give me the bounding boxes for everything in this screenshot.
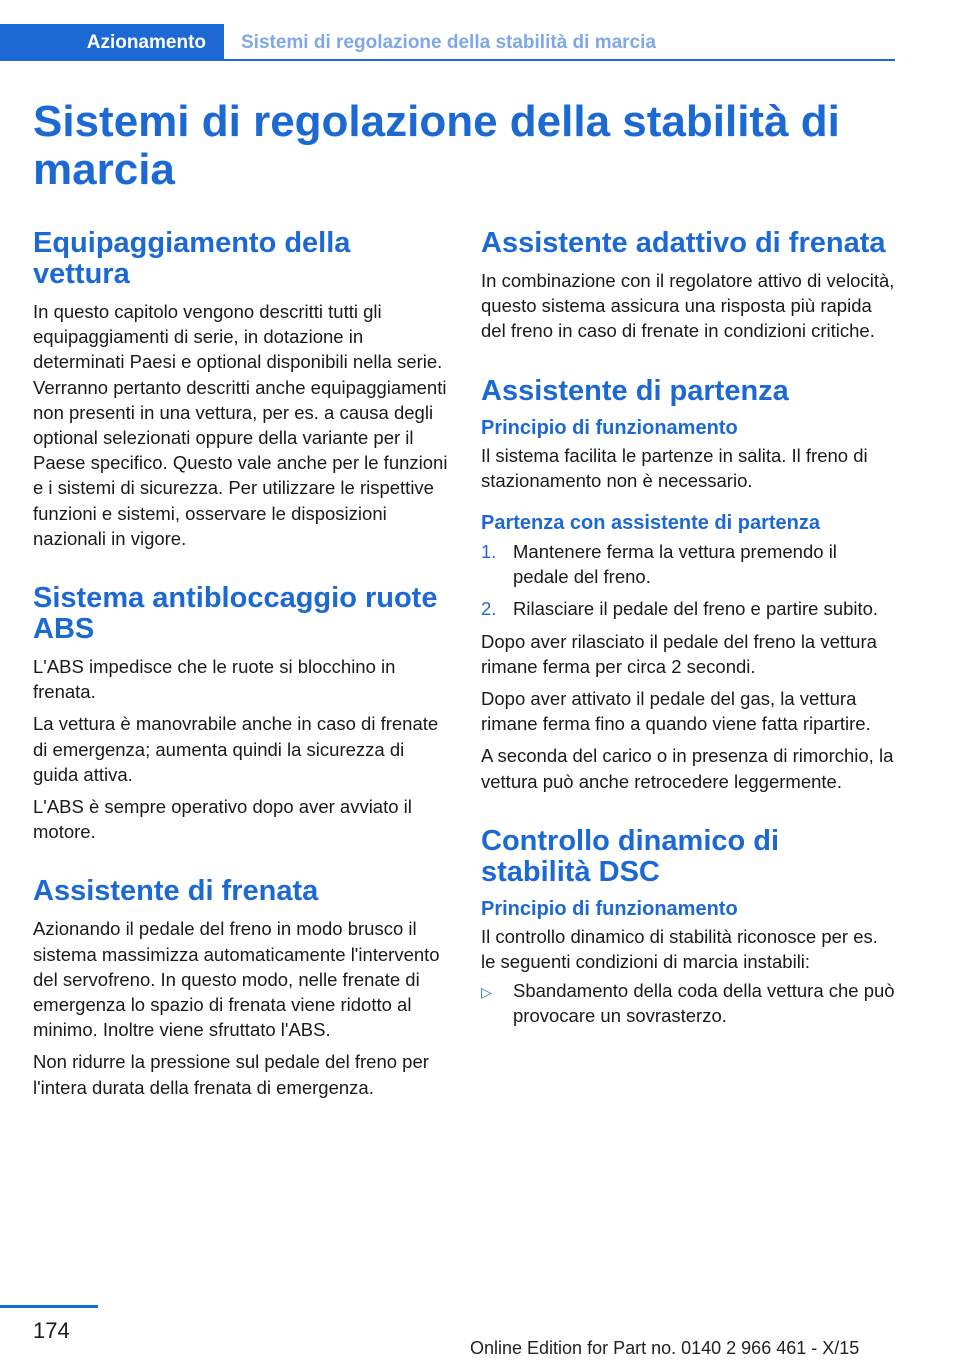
triangle-bullet-icon: ▷ bbox=[481, 984, 492, 1001]
brake-assist-paragraph-2: Non ridurre la pressione sul pedale del freno per l'intera durata della frenata di emergenza. bbox=[33, 1051, 429, 1098]
chapter-tab[interactable]: Azionamento bbox=[0, 24, 224, 61]
brake-assist-paragraph-1: Azionando il pedale del freno in modo brusco il sistema massimizza automaticamente l'intervento del servofreno. In questo modo, nelle frenate di emergenza lo spazio di frenata viene ridotto al minimo. Inoltre viene sfruttato l'ABS. bbox=[33, 918, 440, 1041]
breadcrumb[interactable]: Sistemi di regolazione della stabilità di marcia bbox=[241, 32, 656, 53]
footer-rule bbox=[0, 1305, 98, 1308]
page-number: 174 bbox=[33, 1318, 70, 1343]
step-text: Rilasciare il pedale del freno e partire subito. bbox=[513, 598, 879, 620]
page-title: Sistemi di regolazione della stabilità di marcia bbox=[33, 97, 840, 194]
abs-paragraph-1: L'ABS impedisce che le ruote si blocchino in frenata. bbox=[33, 656, 396, 703]
right-column bbox=[481, 228, 896, 1036]
section-heading-brake-assist: Assistente di frenata bbox=[33, 875, 319, 908]
hill-paragraph-2: Dopo aver attivato il pedale del gas, la vettura rimane ferma fino a quando viene fatta ripartire. bbox=[481, 688, 871, 735]
hill-paragraph-1: Dopo aver rilasciato il pedale del freno la vettura rimane ferma per circa 2 secondi. bbox=[481, 630, 877, 677]
subheading-hill-procedure: Partenza con assistente di partenza bbox=[481, 512, 821, 535]
section-heading-dsc: Controllo dinamico di stabilità DSC bbox=[481, 824, 780, 888]
page-header bbox=[0, 24, 895, 62]
hill-paragraph-3: A seconda del carico o in presenza di rimorchio, la vettura può anche retrocedere leggermente. bbox=[481, 745, 894, 792]
section-heading-hill-start: Assistente di partenza bbox=[481, 374, 789, 407]
section-heading-abs: Sistema antibloccaggio ruote ABS bbox=[33, 582, 438, 646]
step-number: 2. bbox=[481, 598, 497, 620]
dsc-text: Il controllo dinamico di stabilità riconosce per es. le seguenti condizioni di marcia instabili: bbox=[481, 925, 878, 973]
abs-paragraph-2: La vettura è manovrabile anche in caso di frenate di emergenza; aumenta quindi la sicurezza di guida attiva. bbox=[33, 713, 439, 785]
list-item bbox=[481, 978, 896, 1028]
bullet-text: Sbandamento della coda della vettura che può provocare un sovrasterzo. bbox=[513, 980, 895, 1027]
abs-paragraph-3: L'ABS è sempre operativo dopo aver avviato il motore. bbox=[33, 796, 412, 843]
left-column bbox=[33, 228, 448, 1100]
header-rule bbox=[224, 59, 895, 61]
edition-note: Online Edition for Part no. 0140 2 966 461 - X/15 bbox=[470, 1338, 860, 1358]
section-heading-adaptive-brake: Assistente adattivo di frenata bbox=[481, 227, 886, 259]
list-item bbox=[481, 596, 896, 621]
step-number: 1. bbox=[481, 541, 497, 563]
section-heading-equipment: Equipaggiamento della vettura bbox=[33, 227, 351, 290]
step-text: Mantenere ferma la vettura premendo il pedale del freno. bbox=[513, 541, 837, 588]
hill-principle-text: Il sistema facilita le partenze in salita. Il freno di stazionamento non è necessario. bbox=[481, 444, 868, 491]
list-item bbox=[481, 539, 896, 589]
subheading-dsc-principle: Principio di funzionamento bbox=[481, 897, 738, 920]
dsc-bullets-list bbox=[481, 978, 896, 1028]
equipment-text: In questo capitolo vengono descritti tutti gli equipaggiamenti di serie, in dotazione in determinati Paesi e optional disponibili nella serie. Verranno pertanto descritti anche equipaggiamenti non presenti in una vettura, per es. a causa degli optional selezionati oppure della variante per il Paese specifico. Questo vale anche per le funzioni e i sistemi di sicurezza. Per utilizzare le rispettive funzioni e sistemi, osservare le disposizioni nazionali in vigore. bbox=[33, 301, 448, 549]
adaptive-brake-text: In combinazione con il regolatore attivo di velocità, questo sistema assicura una risposta più rapida del freno in caso di frenate in condizioni critiche. bbox=[481, 270, 895, 342]
hill-steps-list bbox=[481, 539, 896, 622]
subheading-hill-principle: Principio di funzionamento bbox=[481, 416, 738, 439]
